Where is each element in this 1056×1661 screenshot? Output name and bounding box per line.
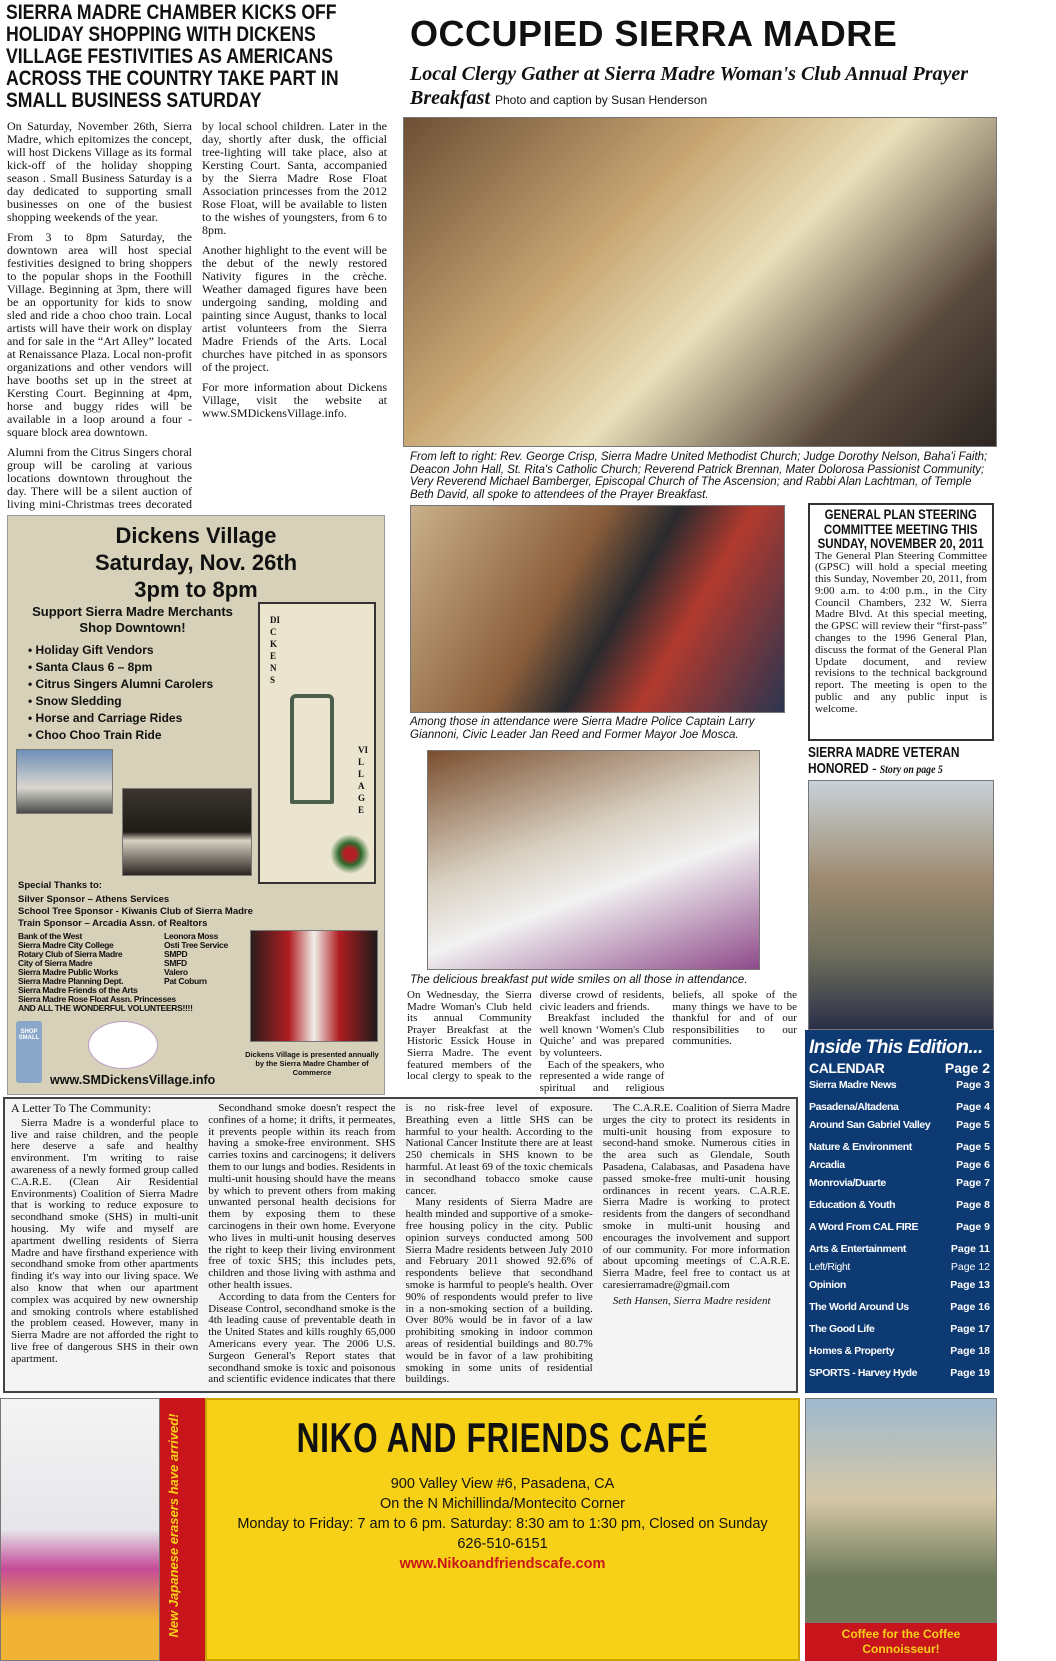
edition-section: Arcadia (809, 1159, 845, 1171)
edition-item (809, 1364, 990, 1382)
edition-page: Page 19 (950, 1367, 990, 1379)
supporter: Osti Tree Service (164, 940, 228, 950)
list-item: • Choo Choo Train Ride (28, 727, 213, 744)
edition-page: Page 3 (956, 1079, 990, 1091)
supporter: Leonora Moss (164, 931, 219, 941)
letter-heading: A Letter To The Community: (11, 1101, 152, 1115)
photo2-caption: Among those in attendance were Sierra Madre Police Captain Larry Giannoni, Civic Leader Jan Reed and Former Mayor Joe Mosca. (410, 716, 755, 741)
ad-event-list (28, 642, 213, 744)
ad-website[interactable]: www.SMDickensVillage.info (50, 1073, 216, 1087)
supporter: Sierra Madre Friends of the Arts (18, 985, 138, 995)
prayer-breakfast-clergy-photo (403, 117, 997, 447)
supporter: Bank of the West (18, 931, 82, 941)
ad-tagline: Support Sierra Madre Merchants (32, 604, 233, 619)
edition-page: Page 7 (956, 1177, 990, 1189)
snow-sledding-photo (16, 749, 113, 814)
list-item: • Snow Sledding (28, 693, 213, 710)
edition-item (809, 1218, 990, 1236)
paragraph: Each of the speakers, who represented a wide range of spiritual and religious beliefs, all spoke of the many things we have to be thankful for and of our responsibilities to our communities. (539, 989, 797, 1094)
santa-photo (250, 930, 378, 1042)
photo3-caption: The delicious breakfast put wide smiles on all those in attendance. (410, 974, 748, 986)
edition-page: Page 17 (950, 1323, 990, 1335)
supporter: City of Sierra Madre (18, 958, 93, 968)
edition-section: Left/Right (809, 1261, 850, 1273)
supporter: Pat Coburn (164, 976, 207, 986)
subtitle (410, 62, 1000, 110)
main-title: OCCUPIED SIERRA MADRE (410, 13, 898, 54)
edition-page: Page 12 (950, 1261, 990, 1273)
edition-section: Homes & Property (809, 1345, 895, 1357)
edition-item (809, 1258, 990, 1276)
edition-section: The Good Life (809, 1323, 875, 1335)
sponsor: Train Sponsor – Arcadia Assn. of Realtors (18, 918, 208, 929)
left-headline: SIERRA MADRE CHAMBER KICKS OFF HOLIDAY SHOPPING WITH DICKENS VILLAGE FESTIVITIES AS AMERICANS ACROSS THE COUNTRY TAKE PART IN SMALL BUSINESS SATURDAY (6, 1, 339, 112)
supporter: Rotary Club of Sierra Madre (18, 949, 123, 959)
paragraph: For more information about Dickens Village, visit the website at www.SMDickensVillage.info. (202, 380, 387, 420)
edition-page: Page 5 (956, 1141, 990, 1153)
edition-list (809, 1060, 990, 1382)
edition-item (809, 1196, 990, 1214)
edition-item (809, 1098, 990, 1116)
edition-page: Page 5 (956, 1119, 990, 1131)
list-item: • Citrus Singers Alumni Carolers (28, 676, 213, 693)
edition-section: SPORTS - Harvey Hyde (809, 1367, 918, 1379)
edition-page: Page 9 (956, 1221, 990, 1233)
edition-item (809, 1138, 990, 1156)
edition-page: Page 8 (956, 1199, 990, 1211)
holly-icon (330, 834, 370, 874)
edition-page: Page 13 (950, 1279, 990, 1291)
edition-section: Pasadena/Altadena (809, 1101, 899, 1113)
paragraph: Sierra Madre is a wonderful place to live and raise children, and the people here deserve a safe and healthy environment. I'm writing to raise awareness of a newly formed group called C.A.R.E. (Clean Air Residential Environments) Coalition of Sierra Madre that is working to reduce exposure to secondhand smoke (SHS) in multi-unit housing. My wife and myself are apartment dwelling residents of Sierra Madre and have firsthand experience with secondhand smoke from other apartments finding it's way into our living space. We also know that when our apartment complex was acquired by new ownership and smoking controls where established the problem ceased. However, many in Sierra Madre are not afforded the right to live free of dangerous SHS in their own apartment. (11, 1116, 199, 1365)
edition-item (809, 1320, 990, 1338)
cafe-website[interactable]: www.Nikoandfriendscafe.com (399, 1556, 606, 1572)
supporter: SMFD (164, 958, 187, 968)
edition-section: Nature & Environment (809, 1141, 912, 1153)
edition-page: Page 11 (950, 1243, 990, 1255)
edition-section: Around San Gabriel Valley (809, 1119, 931, 1131)
edition-item (809, 1060, 990, 1076)
supporter: Sierra Madre Planning Dept. (18, 976, 124, 986)
ad-title: Dickens Village (115, 523, 277, 548)
edition-page: Page 16 (950, 1301, 990, 1313)
attendees-photo (410, 505, 785, 713)
paragraph: Another highlight to the event will be the debut of the newly restored Nativity figures in the crèche. Weather damaged figures have been undergoing sanding, molding and painting since August, thanks to local artist volunteers from the Sierra Madre Friends of the Arts. Local churches have pitched in as sponsors of the project. (202, 243, 387, 374)
list-item: • Holiday Gift Vendors (28, 642, 213, 659)
edition-item (809, 1174, 990, 1192)
edition-title: Inside This Edition... (809, 1037, 983, 1058)
cafe-slogan: Coffee for the Coffee Connoisseur! (805, 1623, 997, 1661)
inside-this-edition (805, 1030, 994, 1393)
veteran-heading: SIERRA MADRE VETERAN HONORED (808, 745, 960, 777)
ad-tagline2: Shop Downtown! (79, 620, 186, 635)
supporter: SMPD (164, 949, 188, 959)
niko-cafe-ad (205, 1398, 800, 1661)
edition-section: CALENDAR (809, 1060, 885, 1076)
ad-presented-by: Dickens Village is presented annually by the Sierra Madre Chamber of Commerce (245, 1050, 379, 1077)
sponsor: Silver Sponsor – Athens Services (18, 894, 170, 905)
subtitle-text: Local Clergy Gather at Sierra Madre Woman's Club Annual Prayer Breakfast (410, 63, 969, 109)
list-item: • Santa Claus 6 – 8pm (28, 659, 213, 676)
supporter: Sierra Madre City College (18, 940, 114, 950)
paragraph: Many residents of Sierra Madre are health minded and supportive of a smoke-free housing policy in the city. Public opinion surveys conducted among 500 Sierra Madre residents between July 2010 and February 2011 showed 92.6% of respondents believe that secondhand smoke is harmful to people's health. Over 90% of respondents would prefer to live in a non-smoking section of a building. Over 80% would be in favor of a law prohibiting smoking in indoor common areas of residential buildings and 80.7% would be in favor of a law prohibiting smoking in some units of residential buildings. (405, 1196, 593, 1386)
edition-page: Page 18 (950, 1345, 990, 1357)
edition-section: The World Around Us (809, 1301, 909, 1313)
paragraph: The C.A.R.E. Coalition of Sierra Madre urges the city to protect its residents in multi-unit housing from exposure to second-hand smoke. Numerous cities in the area such as Glendale, South Pasadena, Calabasas, and Pasadena have passed smoke-free multi-unit housing ordinances in recent years. C.A.R.E. Sierra Madre is working to protect residents from the dangers of secondhand smoke in multi-unit housing and encourages the involvement and support of our community. For more information about upcoming meetings of C.A.R.E. Sierra Madre, feel free to contact us at caresierramadre@gmail.com (602, 1102, 790, 1291)
japanese-erasers-photo (0, 1398, 160, 1661)
letter-to-community (3, 1097, 798, 1393)
supporter: AND ALL THE WONDERFUL VOLUNTEERS!!!! (18, 1003, 193, 1013)
edition-section: Monrovia/Duarte (809, 1177, 886, 1189)
paragraph: Breakfast included the well known ‘Women's Club Quiche’ and was prepared by volunteers. (539, 1012, 665, 1059)
dickens-village-ad (7, 515, 385, 1095)
letter-signature: Seth Hansen, Sierra Madre resident (612, 1294, 771, 1307)
vertical-dickens: DICKENS (270, 615, 281, 685)
general-plan-heading: GENERAL PLAN STEERING COMMITTEE MEETING THIS SUNDAY, NOVEMBER 20, 2011 (817, 506, 984, 551)
erasers-banner (160, 1398, 205, 1661)
cafe-hours: Monday to Friday: 7 am to 6 pm. Saturday: 8:30 am to 1:30 pm, Closed on Sunday (237, 1516, 768, 1532)
horse-carriage-photo (122, 788, 252, 876)
photo-credit: Photo and caption by Susan Henderson (495, 93, 708, 107)
paragraph: On Saturday, November 26th, Sierra Madre, which epitomizes the concept, will host Dickens Village as its formal kick-off of the holiday shopping season . Small Business Saturday is a day dedicated to supporting small businesses on one of the busiest shopping weekends of the year. (7, 119, 192, 224)
thanks-heading: Special Thanks to: (18, 880, 102, 891)
shop-small-badge: SHOP SMALL (16, 1021, 42, 1083)
cafe-storefront-photo (805, 1398, 997, 1623)
lantern-icon (290, 694, 334, 804)
paragraph: Secondhand smoke doesn't respect the confines of a home; it drifts, it permeates, it prevents people within its reach from having a smoke-free environment. SHS carries toxins and carcinogens; it delivers them to our lungs and bodies. Residents in multi-unit housing should have the means by which to prevent others from making unwanted personal health decisions for them by exposing them to these carcinogens in their own home. Everyone who lives in multi-unit housing deserves the right to keep their living environment free of toxic SHS; this includes pets, children and those living with asthma and other health issues. (208, 1102, 396, 1291)
veteran-photo (808, 780, 994, 1030)
edition-item (809, 1342, 990, 1360)
erasers-text: New Japanese erasers have arrived! (166, 1413, 181, 1638)
ad-date: Saturday, Nov. 26th (94, 550, 298, 575)
edition-section: Opinion (809, 1279, 846, 1291)
paragraph: According to data from the Centers for Disease Control, secondhand smoke is the 4th leading cause of preventable death in the United States and kills roughly 65,000 Americans every year. The 2006 U.S. Surgeon General's Report states that secondhand smoke is toxic and poisonous and scientific evidence indicates that there is no risk-free level of exposure. Breathing even a little SHS can be harmful to your health. According to the National Cancer Institute there are at least 250 chemicals in SHS known to be harmful. At least 69 of the toxic chemicals in secondhand tobacco smoke cause cancer. (208, 1102, 593, 1386)
supporter: Valero (164, 967, 188, 977)
cafe-corner: On the N Michillinda/Montecito Corner (380, 1496, 625, 1512)
edition-section: Education & Youth (809, 1199, 896, 1211)
edition-section: A Word From CAL FIRE (809, 1221, 919, 1233)
edition-page: Page 4 (956, 1101, 990, 1113)
edition-section: Sierra Madre News (809, 1079, 897, 1091)
paragraph: From 3 to 8pm Saturday, the downtown area will host special festivities designed to bring shoppers to the popular shops in the Foothill Village. Beginning at 3pm, there will be an opportunity for kids to snow sled and ride a choo choo train. Local artists will have their work on display and for sale in the “Art Alley” located at Renaissance Plaza. Local non-profit organizations and other vendors will have booths set up in the street at Kersting Court. Beginning at 4pm, horse and buggy rides will be available in a loop around a four -square block area downtown. (7, 230, 192, 439)
edition-item (809, 1076, 990, 1094)
breakfast-table-photo (427, 750, 760, 970)
veteran-teaser: Story on page 5 (879, 762, 943, 776)
ad-time: 3pm to 8pm (134, 577, 258, 602)
edition-item (809, 1156, 990, 1174)
cafe-address: 900 Valley View #6, Pasadena, CA (390, 1476, 615, 1492)
veteran-headline: SIERRA MADRE VETERAN HONORED - Story on page 5 (808, 745, 960, 777)
edition-item (809, 1240, 990, 1258)
lantern-illustration (258, 602, 376, 884)
edition-page: Page 2 (944, 1060, 990, 1076)
chamber-logo (88, 1021, 158, 1069)
paragraph: On Wednesday, the Sierra Madre Woman's Club held its annual Community Prayer Breakfast at the Historic Essick House in Sierra Madre. The event featured members of the local clergy to speak to the diverse crowd of residents, civic leaders and friends. (407, 989, 665, 1083)
supporter: Sierra Madre Rose Float Assn. Princesses (18, 994, 176, 1004)
breakfast-article (407, 990, 797, 1096)
dickens-article (7, 120, 387, 512)
edition-item (809, 1116, 990, 1134)
cafe-phone: 626-510-6151 (457, 1536, 548, 1552)
edition-page: Page 6 (956, 1159, 990, 1171)
sponsor: School Tree Sponsor - Kiwanis Club of Sierra Madre (18, 906, 253, 917)
vertical-village: VILLAGE (358, 745, 369, 815)
general-plan-body: The General Plan Steering Committee (GPSC) will hold a special meeting this Sunday, November 20, 2011, from 9:00 a.m. to 4:00 p.m., in the City Council Chambers, 232 W. Sierra Madre Blvd. At this special meeting, the GPSC will review their “first-pass” changes to the 1996 General Plan, discuss the format of the General Plan Update document, and review revisions to the technical background report. The meeting is open to the public and any public input is welcome. (815, 549, 987, 715)
list-item: • Horse and Carriage Rides (28, 710, 213, 727)
paragraph: Alumni from the Citrus Singers choral group will be caroling at various locations downtown throughout the day. There will be a silent auction of living mini-Christmas trees decorated by local school children. Later in the day, shortly after dusk, the official tree-lighting will take place, also at Kersting Court. Santa, accompanied by the Sierra Madre Rose Float Association princesses from the 2012 Rose Float, will be available to listen to the wishes of youngsters, from 6 to 8pm. (7, 119, 387, 511)
edition-item (809, 1298, 990, 1316)
photo1-caption: From left to right: Rev. George Crisp, Sierra Madre United Methodist Church; Judge Dorothy Nelson, Baha'i Faith; Deacon John Hall, St. Rita's Catholic Church; Reverend Patrick Brennan, Mater Dolorosa Passionist Community; Very Reverend Michael Bamberger, Episcopal Church of The Ascension; and Rabbi Alan Lachtman, of Temple Beth David, all spoke to attendees of the Prayer Breakfast. (410, 451, 988, 501)
edition-section: Arts & Entertainment (809, 1243, 907, 1255)
supporter: Sierra Madre Public Works (18, 967, 119, 977)
cafe-name: NIKO AND FRIENDS CAFÉ (296, 1414, 709, 1461)
edition-item (809, 1276, 990, 1294)
general-plan-notice (808, 503, 994, 741)
